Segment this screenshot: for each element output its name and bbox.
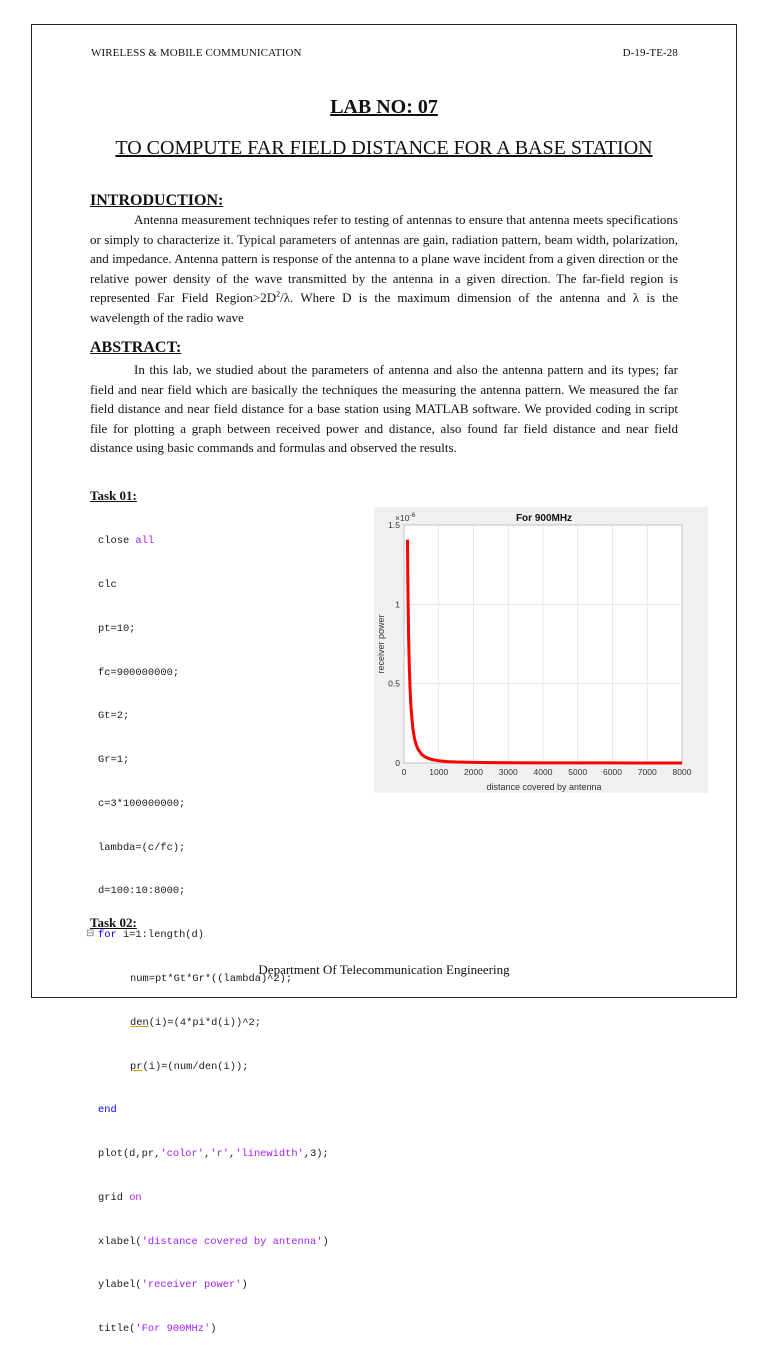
y-tick-label: 1.5 xyxy=(388,520,400,530)
y-axis-label: receiver power xyxy=(376,614,386,674)
x-tick-label: 7000 xyxy=(637,767,657,777)
code-line: end xyxy=(98,1104,117,1117)
intro-text-part1: Antenna measurement techniques refer to testing of antennas to ensure that antenna meets specifications or simply to characterize it. Typical parameters of antennas are gain, radiation pattern, beam width, polarization, and impedance. Antenna pattern is response of the antenna to a plane wave incident from a given direction or the relative power density of the wave transmitted by the antenna in a given direction. The far-field region is represented Far Field Region>2D xyxy=(90,212,678,306)
header-roll-number: D-19-TE-28 xyxy=(622,47,678,59)
code-line: grid on xyxy=(98,1191,142,1204)
introduction-heading: INTRODUCTION: xyxy=(90,192,224,209)
y-tick-label: 1 xyxy=(395,599,400,610)
x-axis-label: distance covered by antenna xyxy=(486,782,602,792)
code-line: Gr=1; xyxy=(98,754,130,767)
code-line: title('For 900MHz') xyxy=(98,1323,217,1336)
code-line: d=100:10:8000; xyxy=(98,885,186,898)
code-line: fc=900000000; xyxy=(98,666,180,679)
header-course: WIRELESS & MOBILE COMMUNICATION xyxy=(91,47,302,59)
code-line: den(i)=(4*pi*d(i))^2; xyxy=(130,1016,261,1029)
code-line: close all xyxy=(98,535,155,548)
intro-superscript: 2 xyxy=(276,290,281,300)
code-line: ylabel('receiver power') xyxy=(98,1279,248,1292)
footer-department: Department Of Telecommunication Engineering xyxy=(258,962,510,977)
x-tick-label: 0 xyxy=(401,767,407,777)
code-line: ⊟ for i=1:length(d) xyxy=(86,929,205,942)
code-line: lambda=(c/fc); xyxy=(98,841,186,854)
abstract-paragraph: In this lab, we studied about the parameters of antenna and also the antenna pattern and its types; far field and near field which are basically the techniques the measuring the antenna pattern. We measured the far field distance and near field distance for a base station using MATLAB software. We provided coding in script file for plotting a graph between received power and distance, also found far field distance and near field distance using basic commands and formulas and observed the results. xyxy=(90,362,678,456)
code-line: num=pt*Gt*Gr*((lambda)^2); xyxy=(130,973,293,985)
x-tick-label: 2000 xyxy=(464,767,483,777)
code-line: Gt=2; xyxy=(98,710,130,723)
received-power-chart xyxy=(374,507,708,793)
fold-marker-icon: ⊟ xyxy=(86,929,95,941)
x-tick-label: 5000 xyxy=(568,767,588,777)
abstract-heading: ABSTRACT: xyxy=(90,339,182,356)
task-01-heading: Task 01: xyxy=(90,488,137,503)
chart-title: For 900MHz xyxy=(515,513,573,524)
code-line: xlabel('distance covered by antenna') xyxy=(98,1235,329,1248)
x-tick-label: 3000 xyxy=(498,767,518,777)
introduction-paragraph xyxy=(90,210,678,328)
x-tick-label: 4000 xyxy=(533,767,553,777)
lab-title: LAB NO: 07 xyxy=(330,96,438,118)
code-line: clc xyxy=(98,578,117,591)
x-tick-label: 1000 xyxy=(429,767,449,777)
task-02-heading: Task 02: xyxy=(90,915,137,930)
code-line: plot(d,pr,'color','r','linewidth',3); xyxy=(98,1148,329,1161)
x-tick-label: 8000 xyxy=(672,767,692,777)
chart-svg xyxy=(374,507,708,793)
code-line: pr(i)=(num/den(i)); xyxy=(130,1060,249,1073)
y-tick-label: 0 xyxy=(395,758,400,768)
x-tick-label: 6000 xyxy=(603,767,622,777)
y-tick-label: 0.5 xyxy=(388,678,400,689)
code-line: c=3*100000000; xyxy=(98,797,186,810)
intro-text-part2: /λ. Where D is the maximum dimension of the antenna and λ is the wavelength of the radio wave xyxy=(90,290,679,325)
code-line: pt=10; xyxy=(98,622,136,635)
y-exponent-label: $\times 10^{-6}$ xyxy=(395,512,416,523)
main-title: TO COMPUTE FAR FIELD DISTANCE FOR A BASE STATION xyxy=(115,137,653,159)
